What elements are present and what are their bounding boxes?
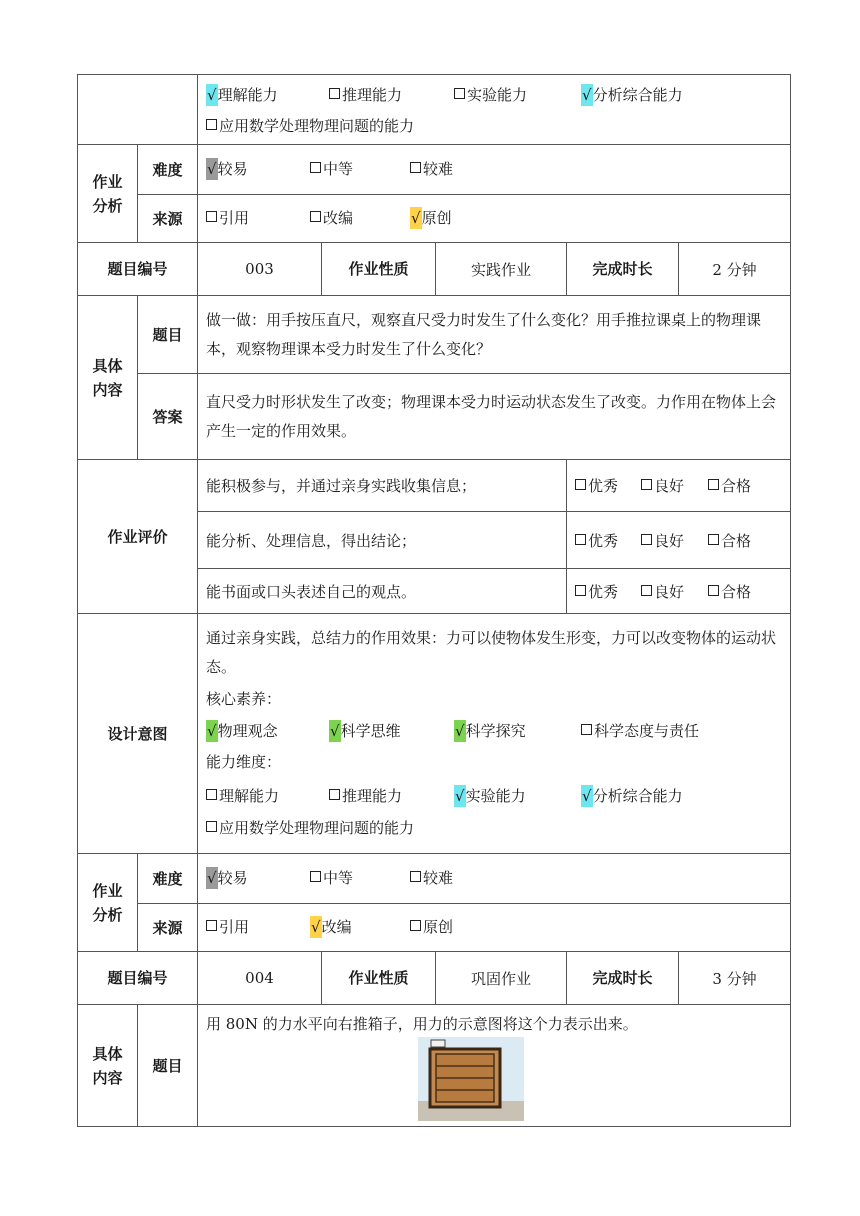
ability-continuation-row [78, 75, 791, 145]
option-reasoning[interactable]: 推理能力 [329, 79, 454, 112]
checkbox-icon [575, 585, 586, 596]
checkbox-icon [206, 789, 217, 800]
source-row-1 [78, 195, 791, 243]
grade-good[interactable]: 良好 [641, 581, 708, 602]
design-intent-label: 设计意图 [78, 614, 198, 854]
option-hard[interactable]: 较难 [410, 153, 453, 186]
grade-options [567, 460, 791, 512]
grade-good[interactable]: 良好 [641, 475, 708, 496]
check-mark-icon: √ [411, 209, 421, 227]
option-experiment[interactable]: 实验能力 [454, 79, 581, 112]
duration: 2 分钟 [679, 243, 791, 296]
design-intent-content [198, 614, 791, 854]
grade-pass[interactable]: 合格 [708, 475, 751, 496]
homework-nature-label: 作业性质 [322, 952, 436, 1005]
check-mark-icon: √ [207, 721, 217, 740]
checkbox-icon [206, 119, 217, 130]
evaluation-criterion: 能分析、处理信息，得出结论； [198, 512, 567, 569]
check-mark-icon: √ [582, 85, 592, 104]
checkbox-icon [708, 534, 719, 545]
option-math[interactable]: 应用数学处理物理问题的能力 [206, 112, 414, 141]
option-original[interactable]: 原创 [410, 911, 453, 944]
question-label: 题目 [138, 296, 198, 374]
ability-dimension-label: 能力维度： [206, 752, 282, 771]
checkbox-icon [410, 920, 421, 931]
push-box-illustration [418, 1037, 524, 1121]
option-easy[interactable]: √较易 [207, 160, 248, 178]
difficulty-options [198, 145, 791, 195]
grade-pass[interactable]: 合格 [708, 530, 751, 551]
check-mark-icon: √ [455, 786, 465, 805]
checkbox-icon [310, 871, 321, 882]
option-cited[interactable]: 引用 [206, 202, 310, 235]
question-header-row-003 [78, 243, 791, 296]
evaluation-criterion: 能书面或口头表述自己的观点。 [198, 569, 567, 614]
option-understanding[interactable]: √理解能力 [207, 85, 278, 104]
grade-excellent[interactable]: 优秀 [575, 475, 641, 496]
option-understanding[interactable]: 理解能力 [206, 779, 329, 813]
grade-excellent[interactable]: 优秀 [575, 530, 641, 551]
check-mark-icon: √ [207, 85, 217, 104]
checkbox-icon [410, 871, 421, 882]
specific-content-label: 具体 内容 [78, 1005, 138, 1127]
difficulty-row-1 [78, 145, 791, 195]
ability-options-line-2 [206, 112, 782, 141]
checkbox-icon [206, 920, 217, 931]
source-label: 来源 [138, 904, 198, 952]
grade-options [567, 512, 791, 569]
checkbox-icon [329, 88, 340, 99]
option-analysis[interactable]: √分析综合能力 [582, 85, 683, 104]
source-label: 来源 [138, 195, 198, 243]
checkbox-icon [575, 479, 586, 490]
question-row-003 [78, 296, 791, 374]
difficulty-row-2 [78, 854, 791, 904]
option-medium[interactable]: 中等 [310, 153, 410, 186]
evaluation-criterion: 能积极参与，并通过亲身实践收集信息； [198, 460, 567, 512]
ability-options-line-2 [206, 813, 782, 844]
check-mark-icon: √ [582, 786, 592, 805]
question-number: 003 [198, 243, 322, 296]
question-text: 用 80N 的力水平向右推箱子，用力的示意图将这个力表示出来。 [206, 1015, 638, 1033]
checkbox-icon [581, 724, 592, 735]
check-mark-icon: √ [207, 869, 217, 887]
checkbox-icon [206, 211, 217, 222]
difficulty-label: 难度 [138, 854, 198, 904]
ability-options-cell [198, 75, 791, 145]
question-row-004 [78, 1005, 791, 1127]
option-hard[interactable]: 较难 [410, 862, 453, 895]
source-row-2 [78, 904, 791, 952]
option-scientific-thinking[interactable]: √科学思维 [330, 721, 401, 740]
design-intent-row [78, 614, 791, 854]
checkbox-icon [329, 789, 340, 800]
option-physics-concept[interactable]: √物理观念 [207, 721, 278, 740]
evaluation-row-1 [78, 460, 791, 512]
answer-text: 直尺受力时形状发生了改变；物理课本受力时运动状态发生了改变。力作用在物体上会产生一定的作用效果。 [198, 374, 791, 460]
checkbox-icon [641, 479, 652, 490]
checkbox-icon [454, 88, 465, 99]
checkbox-icon [641, 534, 652, 545]
check-mark-icon: √ [207, 160, 217, 178]
ability-options-line-1 [206, 79, 782, 112]
option-medium[interactable]: 中等 [310, 862, 410, 895]
grade-pass[interactable]: 合格 [708, 581, 751, 602]
option-math[interactable]: 应用数学处理物理问题的能力 [206, 813, 414, 844]
option-original[interactable]: √原创 [411, 209, 452, 227]
option-experiment[interactable]: √实验能力 [455, 786, 526, 805]
question-number-label: 题目编号 [78, 952, 198, 1005]
core-literacy-options [206, 716, 782, 746]
duration-label: 完成时长 [567, 243, 679, 296]
checkbox-icon [410, 162, 421, 173]
option-adapted[interactable]: √改编 [311, 918, 352, 936]
empty-cell [78, 75, 198, 145]
question-content [198, 1005, 791, 1127]
check-mark-icon: √ [455, 721, 465, 740]
checkbox-icon [708, 479, 719, 490]
source-options [198, 195, 791, 243]
source-options [198, 904, 791, 952]
homework-nature-label: 作业性质 [322, 243, 436, 296]
homework-analysis-label: 作业 分析 [78, 145, 138, 243]
option-analysis[interactable]: √分析综合能力 [582, 786, 683, 805]
option-scientific-inquiry[interactable]: √科学探究 [455, 721, 526, 740]
question-header-row-004 [78, 952, 791, 1005]
grade-excellent[interactable]: 优秀 [575, 581, 641, 602]
checkbox-icon [310, 162, 321, 173]
checkbox-icon [206, 821, 217, 832]
answer-row-003 [78, 374, 791, 460]
design-intent-text: 通过亲身实践，总结力的作用效果：力可以使物体发生形变，力可以改变物体的运动状态。 [206, 628, 777, 676]
checkbox-icon [310, 211, 321, 222]
homework-table [77, 74, 791, 1127]
question-number: 004 [198, 952, 322, 1005]
option-easy[interactable]: √较易 [207, 869, 248, 887]
grade-good[interactable]: 良好 [641, 530, 708, 551]
option-cited[interactable]: 引用 [206, 911, 310, 944]
option-reasoning[interactable]: 推理能力 [329, 779, 454, 813]
answer-label: 答案 [138, 374, 198, 460]
duration-label: 完成时长 [567, 952, 679, 1005]
checkbox-icon [641, 585, 652, 596]
question-text: 做一做：用手按压直尺，观察直尺受力时发生了什么变化？用手推拉课桌上的物理课本，观察物理课本受力时发生了什么变化？ [198, 296, 791, 374]
check-mark-icon: √ [311, 918, 321, 936]
specific-content-label: 具体 内容 [78, 296, 138, 460]
option-scientific-attitude[interactable]: 科学态度与责任 [581, 716, 699, 746]
evaluation-label: 作业评价 [78, 460, 198, 614]
question-label: 题目 [138, 1005, 198, 1127]
difficulty-label: 难度 [138, 145, 198, 195]
option-adapted[interactable]: 改编 [310, 202, 410, 235]
homework-nature: 巩固作业 [436, 952, 567, 1005]
homework-nature: 实践作业 [436, 243, 567, 296]
wooden-box-icon [418, 1037, 524, 1121]
checkbox-icon [708, 585, 719, 596]
core-literacy-label: 核心素养： [206, 689, 282, 708]
homework-design-sheet [77, 74, 790, 1127]
question-number-label: 题目编号 [78, 243, 198, 296]
ability-options-line-1 [206, 779, 782, 813]
duration: 3 分钟 [679, 952, 791, 1005]
homework-analysis-label: 作业 分析 [78, 854, 138, 952]
checkbox-icon [575, 534, 586, 545]
difficulty-options [198, 854, 791, 904]
check-mark-icon: √ [330, 721, 340, 740]
grade-options [567, 569, 791, 614]
